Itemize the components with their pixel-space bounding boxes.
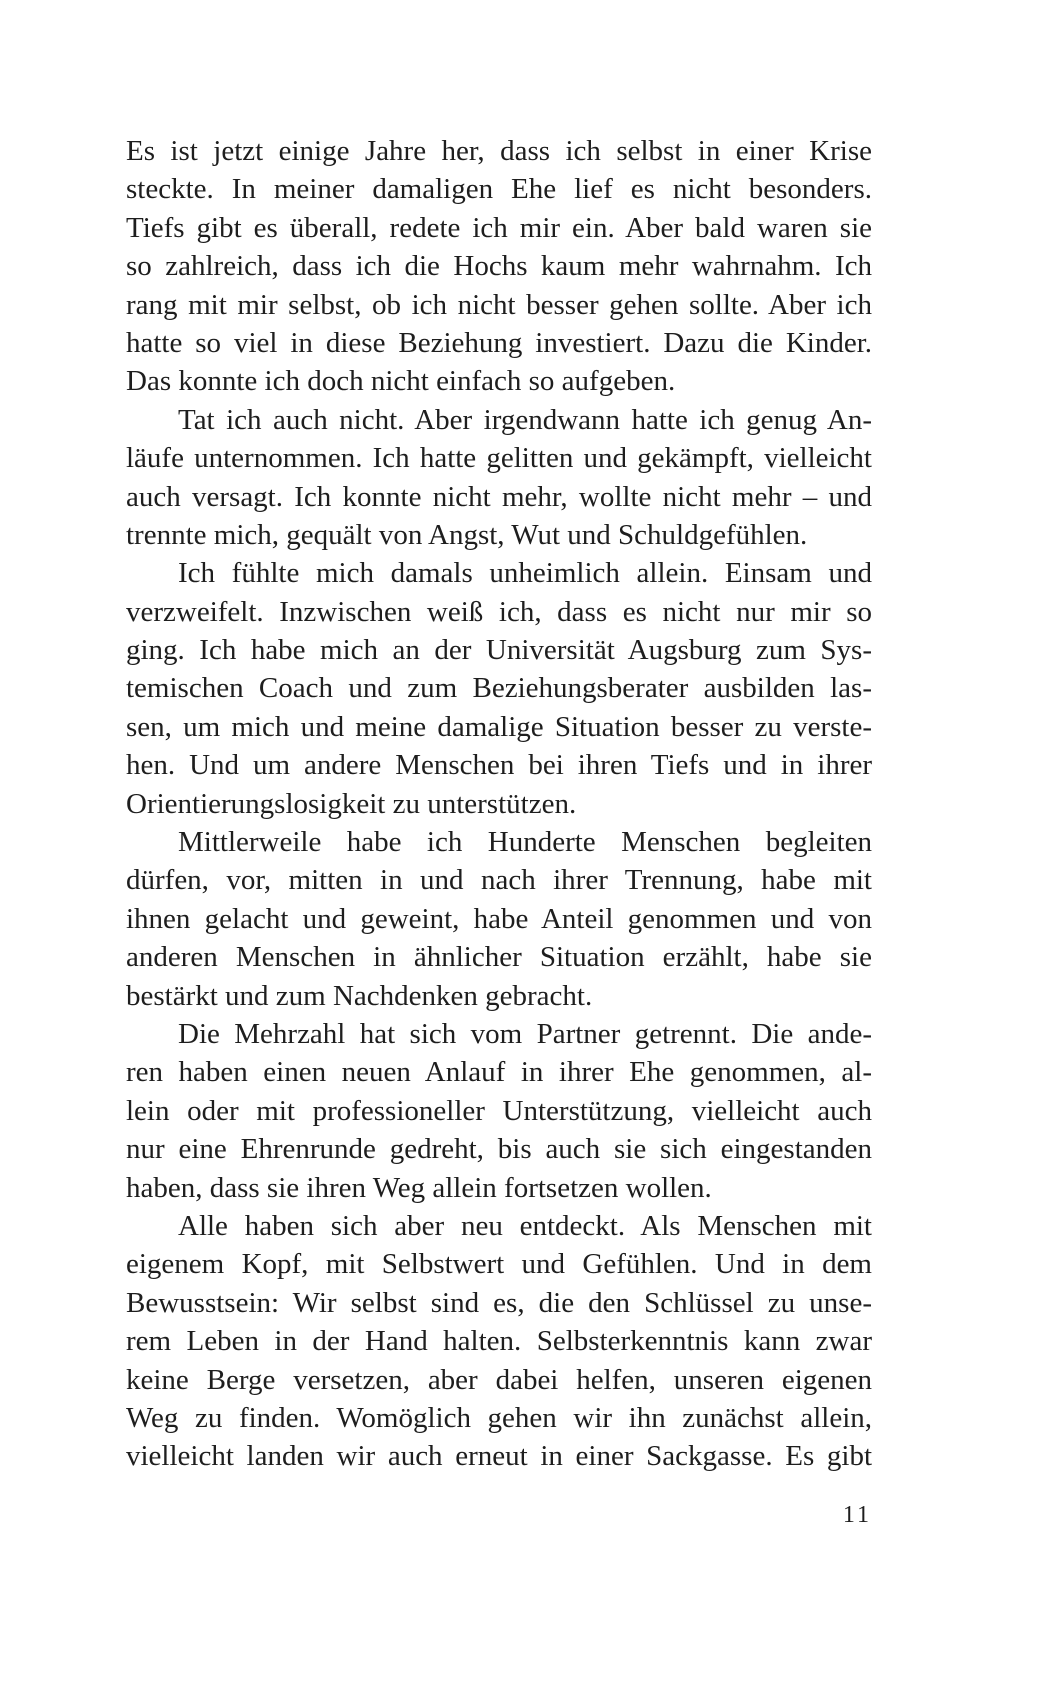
text-line: sen, um mich und meine damalige Situation besser zu verste- (126, 710, 872, 743)
text-line: Mittlerweile habe ich Hunderte Menschen begleiten (178, 826, 872, 859)
text-line: Alle haben sich aber neu entdeckt. Als Menschen mit (178, 1209, 872, 1242)
text-line: auch versagt. Ich konnte nicht mehr, wollte nicht mehr – und (126, 480, 872, 513)
paragraph (126, 1015, 872, 1207)
text-line: trennte mich, gequält von Angst, Wut und Schuldgefühlen. (126, 518, 808, 551)
text-line: eigenem Kopf, mit Selbstwert und Gefühlen. Und in dem (126, 1248, 872, 1281)
text-line: Das konnte ich doch nicht einfach so aufgeben. (126, 365, 676, 398)
paragraph (126, 554, 872, 823)
text-line: Tat ich auch nicht. Aber irgendwann hatte ich genug An- (178, 403, 872, 436)
text-line: vielleicht landen wir auch erneut in einer Sackgasse. Es gibt (126, 1440, 872, 1473)
page-number: 11 (842, 1502, 872, 1528)
text-line: lein oder mit professioneller Unterstützung, vielleicht auch (126, 1094, 872, 1127)
text-line: verzweifelt. Inzwischen weiß ich, dass es nicht nur mir so (126, 595, 872, 628)
paragraph (126, 401, 872, 555)
text-line: temischen Coach und zum Beziehungsberater ausbilden las- (126, 672, 872, 705)
text-line: hen. Und um andere Menschen bei ihren Tiefs und in ihrer (126, 749, 872, 782)
text-line: rem Leben in der Hand halten. Selbsterkenntnis kann zwar (126, 1325, 872, 1358)
text-line: nur eine Ehrenrunde gedreht, bis auch sie sich eingestanden (126, 1133, 872, 1166)
text-line: ren haben einen neuen Anlauf in ihrer Ehe genommen, al- (126, 1056, 872, 1089)
text-line: Tiefs gibt es überall, redete ich mir ein. Aber bald waren sie (126, 211, 872, 244)
text-line: ihnen gelacht und geweint, habe Anteil genommen und von (126, 902, 872, 935)
text-line: Orientierungslosigkeit zu unterstützen. (126, 787, 577, 820)
text-line: bestärkt und zum Nachdenken gebracht. (126, 979, 593, 1012)
text-line: so zahlreich, dass ich die Hochs kaum mehr wahrnahm. Ich (126, 250, 872, 283)
body-text (126, 132, 872, 1476)
text-line: keine Berge versetzen, aber dabei helfen, unseren eigenen (126, 1363, 872, 1396)
text-line: hatte so viel in diese Beziehung investiert. Dazu die Kinder. (126, 326, 872, 359)
text-line: läufe unternommen. Ich hatte gelitten und gekämpft, vielleicht (126, 442, 872, 475)
paragraph (126, 1207, 872, 1476)
text-line: dürfen, vor, mitten in und nach ihrer Trennung, habe mit (126, 864, 872, 897)
text-line: Weg zu finden. Womöglich gehen wir ihn zunächst allein, (126, 1401, 872, 1434)
text-line: ging. Ich habe mich an der Universität Augsburg zum Sys- (126, 634, 872, 667)
text-line: Ich fühlte mich damals unheimlich allein. Einsam und (178, 557, 872, 590)
paragraph (126, 132, 872, 401)
paragraph (126, 823, 872, 1015)
text-line: anderen Menschen in ähnlicher Situation erzählt, habe sie (126, 941, 872, 974)
text-line: haben, dass sie ihren Weg allein fortsetzen wollen. (126, 1171, 712, 1204)
text-line: steckte. In meiner damaligen Ehe lief es nicht besonders. (126, 173, 872, 206)
text-line: Es ist jetzt einige Jahre her, dass ich selbst in einer Krise (126, 135, 872, 167)
text-line: Bewusstsein: Wir selbst sind es, die den Schlüssel zu unse- (126, 1286, 872, 1319)
text-line: Die Mehrzahl hat sich vom Partner getrennt. Die ande- (178, 1017, 872, 1050)
text-line: rang mit mir selbst, ob ich nicht besser gehen sollte. Aber ich (126, 288, 872, 321)
